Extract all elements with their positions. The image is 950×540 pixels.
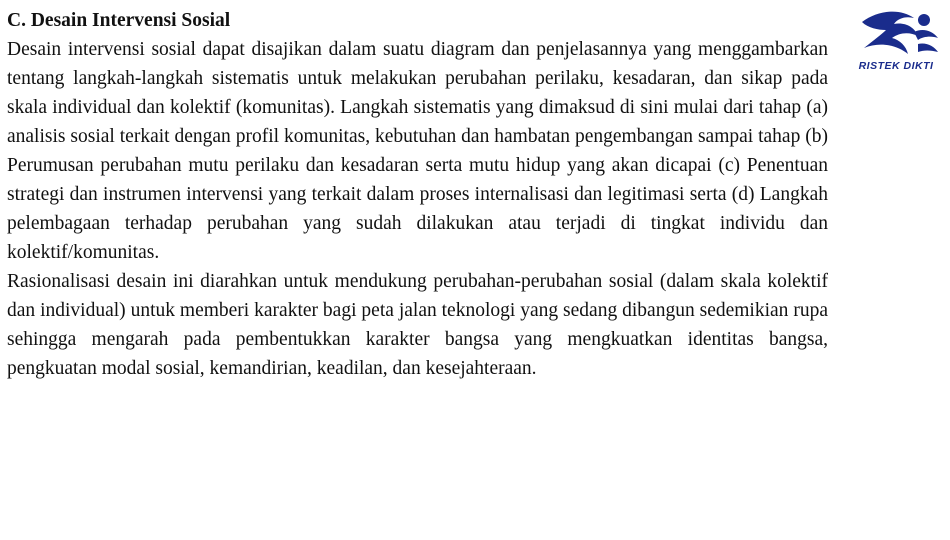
section-title: C. Desain Intervensi Sosial — [7, 10, 231, 31]
paragraph-2: Rasionalisasi desain ini diarahkan untuk mendukung perubahan-perubahan sosial (dalam skala kolektif dan individual) untuk memberi karakter bagi peta jalan teknologi yang sedang dibangun sedemikian rupa sehingga mengarah pada pembentukkan karakter bangsa yang mengkuatkan identitas bangsa, pengkuatan modal sosial, kemandirian, keadilan, dan kesejahteraan. — [7, 271, 828, 379]
ristekdikti-logo-icon — [848, 4, 944, 62]
ristekdikti-logo — [848, 4, 944, 76]
document-body — [7, 7, 828, 383]
paragraph-1: Desain intervensi sosial dapat disajikan dalam suatu diagram dan penjelasannya yang menggambarkan tentang langkah-langkah sistematis untuk melakukan perubahan perilaku, kesadaran, dan sikap pada skala individual dan kolektif (komunitas). Langkah sistematis yang dimaksud di sini mulai dari tahap (a) analisis sosial terkait dengan profil komunitas, kebutuhan dan hambatan pengembangan sampai tahap (b) Perumusan perubahan mutu perilaku dan kesadaran serta mutu hidup yang akan dicapai (c) Penentuan strategi dan instrumen intervensi yang terkait dalam proses internalisasi dan legitimasi serta (d) Langkah pelembagaan terhadap perubahan yang sudah dilakukan atau terjadi di tingkat individu dan kolektif/komunitas. — [7, 39, 828, 263]
logo-label: RISTEK DIKTI — [858, 60, 934, 72]
